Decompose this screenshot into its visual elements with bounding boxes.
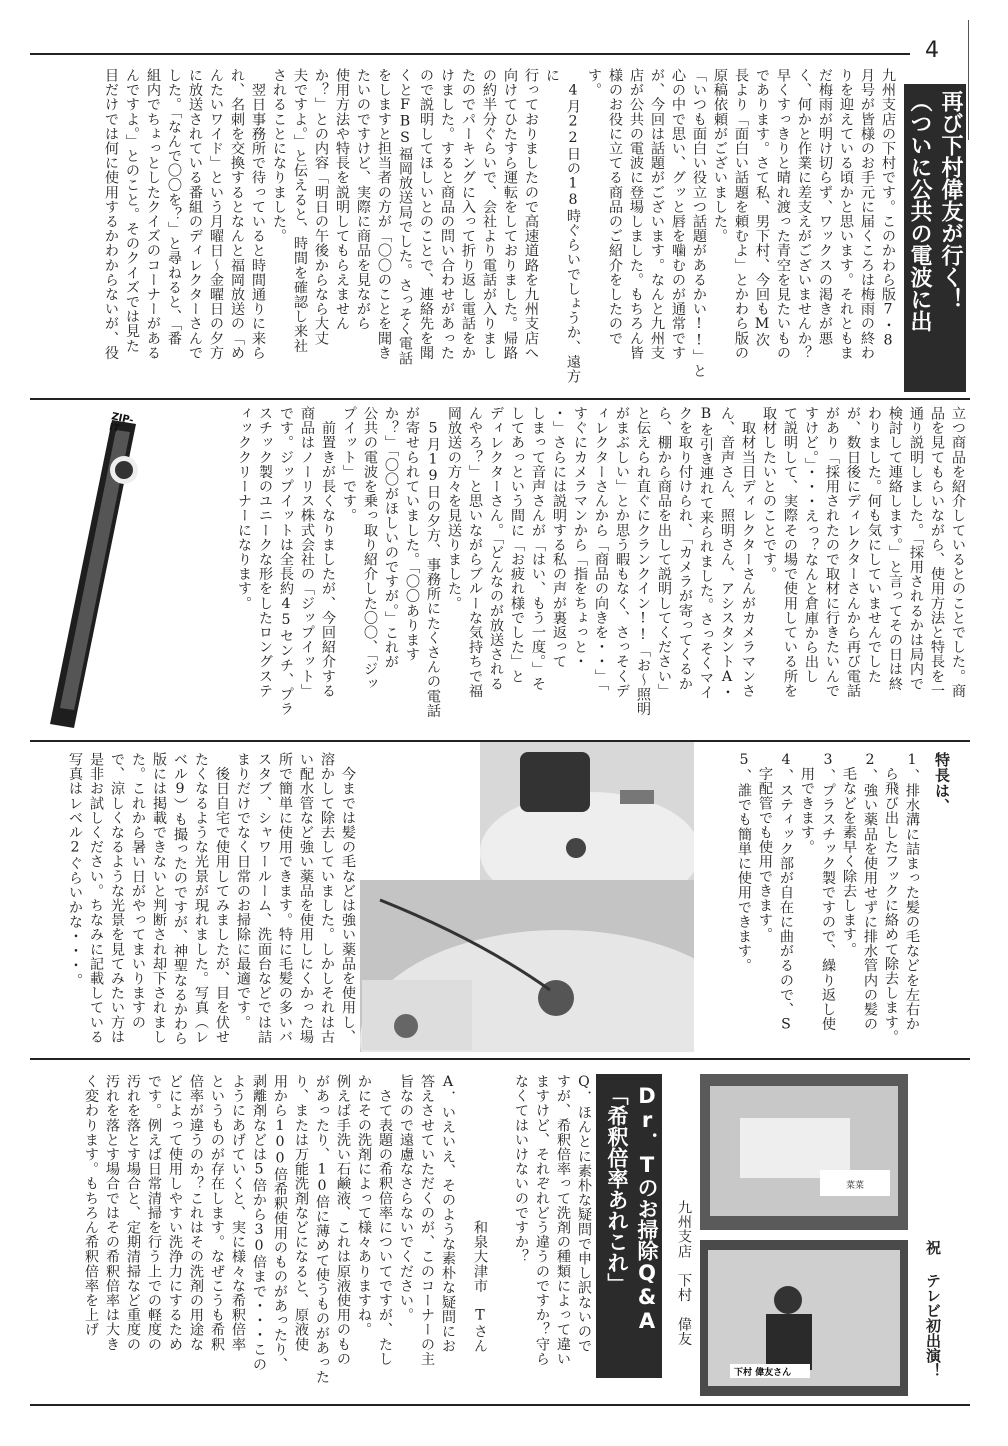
divider-top bbox=[30, 398, 970, 400]
page-number: 4 bbox=[925, 38, 939, 63]
article1-body: 九州支店の下村です。このかわら版7・8 月号が皆様のお手元に届くころは梅雨の終わ りを迎えている頃かと思います。それともま だ梅雨が明け切らず、ワックスの渇きが悪 く、何かと作業に差支えがございませんか？ 早くすっきりと晴れ渡った青空を見たいもの であります。さて私、男下村、今回もM次 長より「面白い話題を頼むよ」とかわら版の 原稿依頼がございました。 「いつも面白い役立つ話題があるかい!!」と 心の中で思い、グッと唇を噛むのが通常です が、今回は話題がございます。なんと九州支 店が公共の電波に登場しました。もちろん皆 様のお役に立てる商品のご紹介をしたので す。 4月22日の18時ぐらいでしょうか、遠方に 行っておりましたので高速道路を九州支店へ 向けてひたすら運転をしておりました。帰路 の約半分ぐらいで、会社より電話が入りまし たのでパーキングに入って折り返し電話をか けました。すると商品の問い合わせがあった ので説明してほしいとのことで、連絡先を聞 くとFBS福岡放送局でした。さっそく電話 をしますと担当者の方が「〇〇のことを聞き たいのですけど、実際に商品を見ながら 使用方法や特長を説明してもらえません か？」との内容「明日の午後からなら大丈 夫ですよ。」と伝えると、時間を確認し来社 されることになりました。 翌日事務所で待っていると時間通りに来ら れ、名刺を交換するとなんと福岡放送の「め んたいワイド」という月曜日〜金曜日の夕方 に放送されている番組のディレクターさんで した。「なんで〇〇を？」と尋ねると、「番 組内でちょっとしたクイズのコーナーがある んですよ。」とのこと。そのクイズでは見た 目だけでは何に使用するかわからないが、役 bbox=[103, 68, 896, 384]
sink-photo-top-graphic bbox=[480, 742, 694, 880]
right-frame-rule bbox=[968, 20, 969, 140]
zipit-product-image bbox=[44, 410, 140, 732]
header-rule bbox=[30, 53, 910, 55]
features-heading: 特長は、 bbox=[933, 752, 951, 814]
article2-body: 立つ商品を紹介しているとのことでした。商 品を見てもらいながら、使用方法と特長を一 通り説明しました。「採用されるかは局内で 検討して連絡します。」と言ってその日は終 わりました。何も気にしていませんでした が、数日後にディレクターさんから再び電話 があり「採用されたので取材に行きたいんで すけど。」・・・えっ？なんと倉庫から出し て説明して、実際その場で使用している所を 取材したいとのことです。 取材当日ディレクターさんがカメラマンさ ん、音声さん、照明さん、アシスタントA・ Bを引き連れて来られました。さっそくマイ クを取り付けられ、「カメラが寄ってくるか ら、棚から商品を出して説明してください」 と伝えられ直ぐにクランクイン!!「お〜照明 がまぶしい」とか思う暇もなく、さっそくデ ィレクターさんから「商品の向きを・・」「 すぐにカメラマンから「指をちょっと・ ・」さらには説明する私の声が裏返って しまって音声さんが「はい、もう一度。」そ してあっという間に「お疲れ様でした」と ディレクターさん。「どんなのが放送される んやろ？」と思いながらブルーな気持ちで福 岡放送の方々を見送りました。 5月19日の夕方、事務所にたくさんの電話 が寄せられていました。「〇〇あります か？」「〇〇がほしいのですが。」これが 公共の電波を乗っ取り紹介した〇〇、「ジッ プイット」です。 前置きが長くなりましたが、今回紹介する 商品はノーリス株式会社の「ジップイット」 です。ジップイットは全長約45センチ、プラ スチック製のユニークな形をしたロングステ ィッククリーナーになります。 bbox=[236, 406, 966, 718]
qa-answer: A．いえいえ、そのような素朴な疑問にお 答えさせていただくのが、このコーナーの主 旨なので遠慮なさらないでください。 さて表題の希釈倍率についてですが、たし かにその洗剤によって様々ありますね。 例えば手洗い石鹸液、これは原液使用のもの があったり、10倍に薄めて使うものがあった り、または万能洗剤などになると、原液使 用から100倍希釈使用のものがあったり、 剥離剤などは5倍から30倍まで・・・この ようにあげていくと、実に様々な希釈倍率 というものが存在します。なぜこうも希釈 倍率が違うのか？これはその洗剤の用途な どによって使用しやすい洗浄力にするため です。例えば日常清掃を行う上での軽度の 汚れを落とす場合と、定期清掃など重度の 汚れを落とす場合ではその希釈倍率は大き く変わります。もちろん希釈倍率を上げ bbox=[83, 1074, 456, 1385]
tv-photo-1-graphic bbox=[700, 1074, 908, 1230]
tv-photo-2 bbox=[700, 1240, 908, 1396]
qa-byline: 九州支店 下村 偉友 bbox=[676, 1200, 692, 1346]
article1-title: 再び下村偉友が行く！ （ついに公共の電波に出 bbox=[904, 84, 966, 392]
qa-asker: 和泉大津市 Tさん bbox=[472, 1220, 488, 1354]
tv-photo-2-graphic bbox=[700, 1240, 908, 1396]
tv-caption: 祝 テレビ初出演！ bbox=[924, 1240, 942, 1378]
sink-photo-bottom bbox=[360, 880, 694, 1052]
sink-photo-top bbox=[480, 742, 694, 880]
article3-body: 今までは髪の毛などは強い薬品を使用し、 溶かして除去していました。しかしそれは古 い配水管など強い薬品を使用しにくかった場 所で簡単に使用できます。特に毛髪の多いバ スタブ、シャワールーム、洗面台などでは詰 まりだけでなく日常のお掃除に最適です。 後日自宅で使用してみましたが、目を伏せ たくなるような光景が現れました。写真（レ ベル9）も撮ったのですが、神聖なるかわら 版には掲載できないと判断され却下されまし た。これから暑い日がやってまいりますの で、涼しくなるような光景を見てみたい方は 是非お試しください。ちなみに記載している 写真はレベル2ぐらいかな・・・。 bbox=[67, 752, 356, 1046]
footer-rule bbox=[30, 1404, 970, 1406]
tv-photo-1-text: 菜菜 bbox=[846, 1181, 865, 1191]
zipit-label: ZIP-IT bbox=[108, 411, 135, 435]
qa-question: Q．ほんとに素朴な疑問で申し訳ないので すが、希釈倍率って洗剤の種類によって違い ますけど、それぞれどう違うのですか？守ら なくてはいけないのですか？ bbox=[513, 1074, 592, 1366]
tv-photo-1 bbox=[700, 1074, 908, 1230]
features-list: 1、排水溝に詰まった髪の毛などを左右か ら飛び出したフックに絡めて除去します。 2、強い薬品を使用せずに排水管内の髪の 毛などを素早く除去します。 3、プラスチック製ですので、繰り返し使 用できます。 4、スティック部が自在に曲がるので、S 字配管でも使用できます。 5、誰でも簡単に使用できます。 bbox=[736, 752, 920, 1044]
qa-title: Dr．Tのお掃除Q&A 「希釈倍率あれこれ」 bbox=[596, 1074, 662, 1378]
divider-lower bbox=[30, 1058, 970, 1060]
sink-photo-bottom-graphic bbox=[360, 880, 694, 1052]
zipit-package-graphic bbox=[44, 410, 140, 732]
tv-photo-2-caption: 下村 偉友さん bbox=[734, 1368, 792, 1378]
